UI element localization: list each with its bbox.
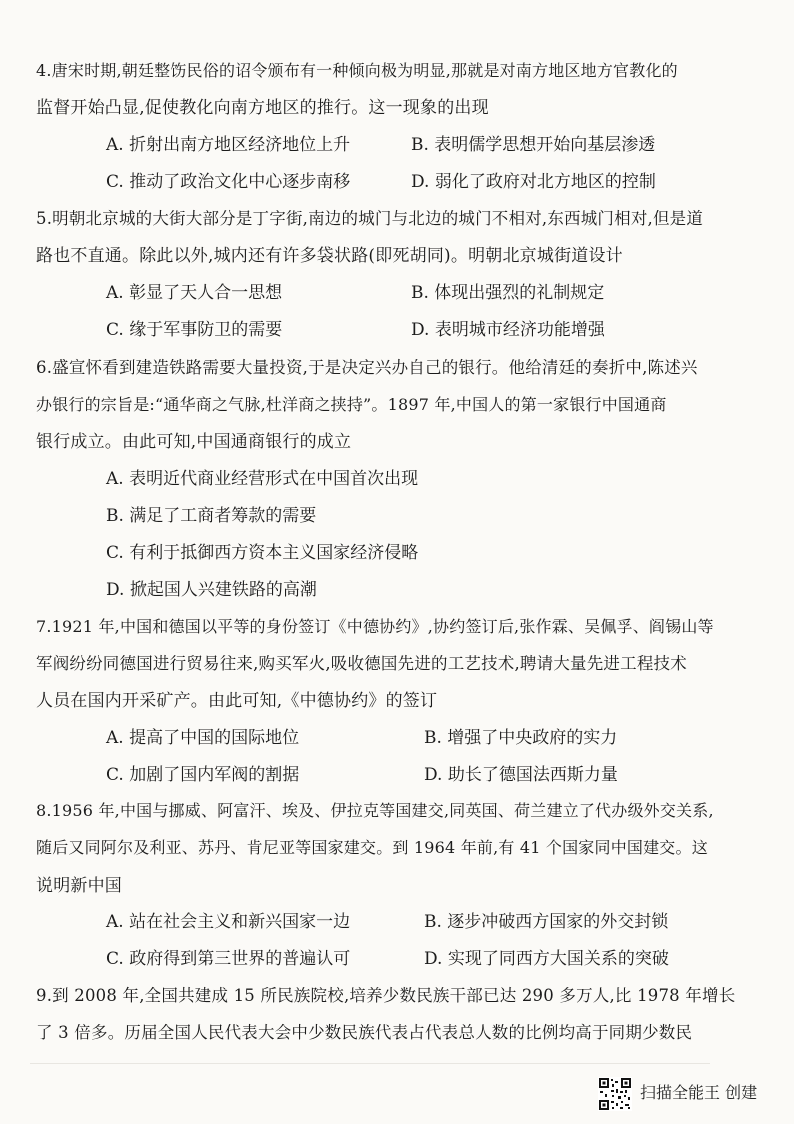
q4-option-c: C. 推动了政治文化中心逐步南移 xyxy=(106,172,351,192)
q8-stem-line-3: 说明新中国 xyxy=(36,876,122,896)
q9-stem-line-1: 9.到 2008 年,全国共建成 15 所民族院校,培养少数民族干部已达 290 多万人,比 1978 年增长 xyxy=(36,986,736,1005)
q9-stem-line-2: 了 3 倍多。历届全国人民代表大会中少数民族代表占代表总人数的比例均高于同期少数民 xyxy=(36,1023,693,1042)
q4-option-a: A. 折射出南方地区经济地位上升 xyxy=(106,135,351,155)
q4-option-b: B. 表明儒学思想开始向基层渗透 xyxy=(411,135,656,155)
q6-option-a: A. 表明近代商业经营形式在中国首次出现 xyxy=(106,469,419,489)
q5-stem-line-1: 5.明朝北京城的大街大部分是丁字街,南边的城门与北边的城门不相对,东西城门相对,但是道 xyxy=(36,209,704,228)
q5-stem-line-2: 路也不直通。除此以外,城内还有许多袋状路(即死胡同)。明朝北京城街道设计 xyxy=(36,246,623,266)
q5-option-b: B. 体现出强烈的礼制规定 xyxy=(411,283,605,303)
scanner-brand-label: 扫描全能王 创建 xyxy=(640,1083,758,1102)
q7-stem-line-2: 军阀纷纷同德国进行贸易往来,购买军火,吸收德国先进的工艺技术,聘请大量先进工程技术 xyxy=(36,654,687,673)
q7-option-d: D. 助长了德国法西斯力量 xyxy=(424,765,618,785)
q7-option-b: B. 增强了中央政府的实力 xyxy=(424,728,618,748)
q8-option-c: C. 政府得到第三世界的普遍认可 xyxy=(106,949,351,969)
q6-option-c: C. 有利于抵御西方资本主义国家经济侵略 xyxy=(106,543,419,563)
q7-option-a: A. 提高了中国的国际地位 xyxy=(106,728,300,748)
q6-option-d: D. 掀起国人兴建铁路的高潮 xyxy=(106,580,317,600)
q8-option-a: A. 站在社会主义和新兴国家一边 xyxy=(106,912,351,932)
q4-stem-line-2: 监督开始凸显,促使教化向南方地区的推行。这一现象的出现 xyxy=(36,98,489,118)
q5-option-a: A. 彰显了天人合一思想 xyxy=(106,283,283,303)
q8-stem-line-1: 8.1956 年,中国与挪威、阿富汗、埃及、伊拉克等国建交,同英国、荷兰建立了代办级外交关系, xyxy=(36,801,714,820)
q8-option-b: B. 逐步冲破西方国家的外交封锁 xyxy=(424,912,669,932)
q5-option-d: D. 表明城市经济功能增强 xyxy=(411,320,605,340)
q7-stem-line-3: 人员在国内开采矿产。由此可知,《中德协约》的签订 xyxy=(36,691,438,711)
qr-code-icon xyxy=(598,1077,632,1111)
q6-stem-line-3: 银行成立。由此可知,中国通商银行的成立 xyxy=(36,432,352,452)
q4-option-d: D. 弱化了政府对北方地区的控制 xyxy=(411,172,656,192)
q6-option-b: B. 满足了工商者筹款的需要 xyxy=(106,506,317,526)
q6-stem-line-2: 办银行的宗旨是:“通华商之气脉,杜洋商之挟持”。1897 年,中国人的第一家银行中国通商 xyxy=(36,395,667,414)
footer-divider xyxy=(30,1063,710,1064)
q6-stem-line-1: 6.盛宣怀看到建造铁路需要大量投资,于是决定兴办自己的银行。他给清廷的奏折中,陈述兴 xyxy=(36,358,698,377)
q8-stem-line-2: 随后又同阿尔及利亚、苏丹、肯尼亚等国家建交。到 1964 年前,有 41 个国家同中国建交。这 xyxy=(36,838,708,857)
q5-option-c: C. 缘于军事防卫的需要 xyxy=(106,320,283,340)
q7-stem-line-1: 7.1921 年,中国和德国以平等的身份签订《中德协约》,协约签订后,张作霖、吴佩孚、阎锡山等 xyxy=(36,617,714,636)
q7-option-c: C. 加剧了国内军阀的割据 xyxy=(106,765,300,785)
q8-option-d: D. 实现了同西方大国关系的突破 xyxy=(424,949,669,969)
q4-stem-line-1: 4.唐宋时期,朝廷整饬民俗的诏令颁布有一种倾向极为明显,那就是对南方地区地方官教化的 xyxy=(36,61,678,80)
